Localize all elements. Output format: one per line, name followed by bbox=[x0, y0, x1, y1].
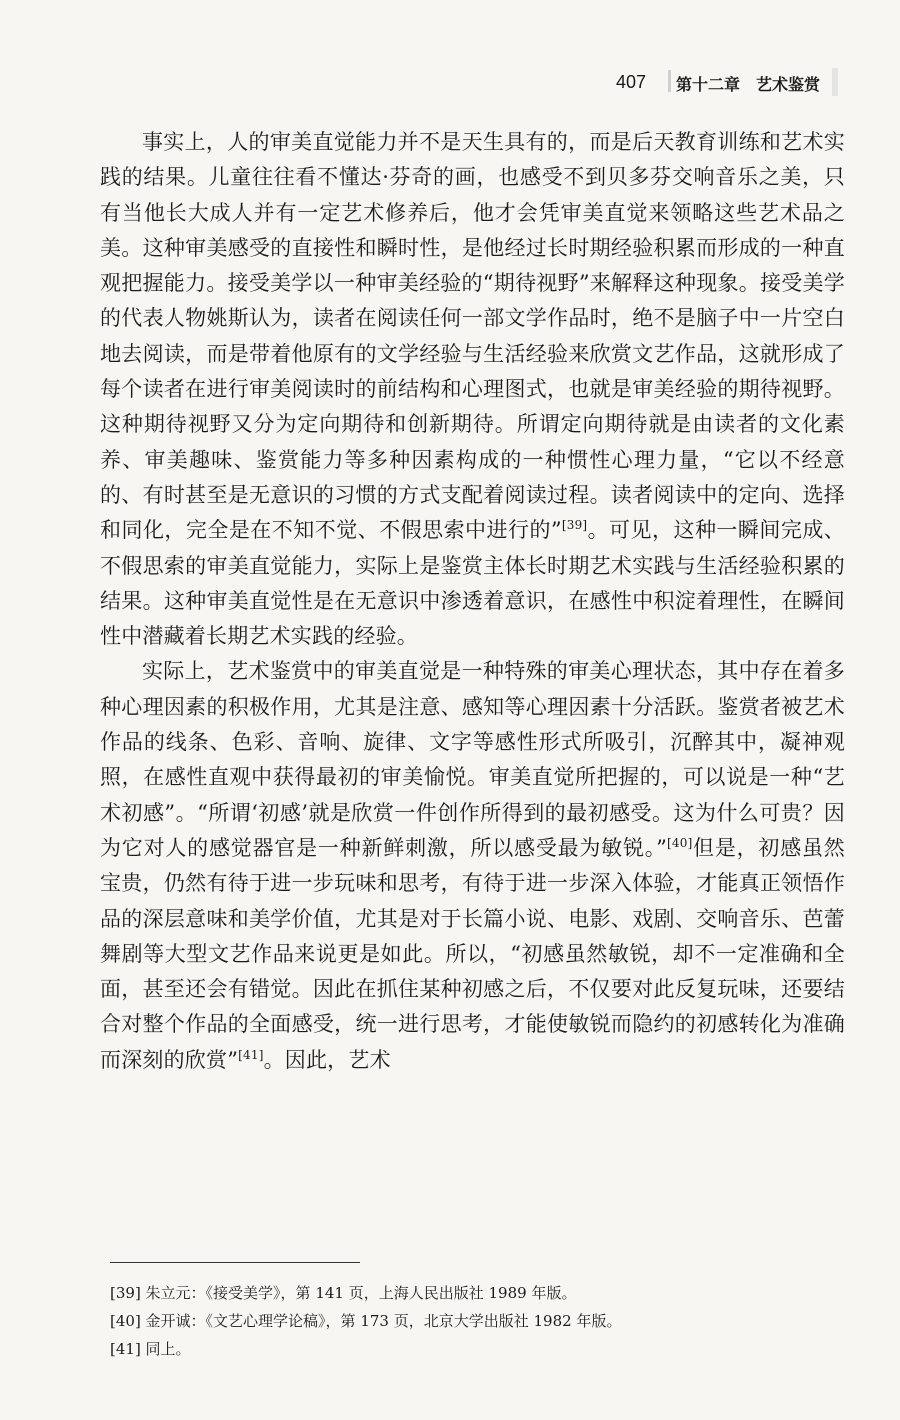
paragraph-text: 实际上，艺术鉴赏中的审美直觉是一种特殊的审美心理状态，其中存在着多种心理因素的积极作用，尤其是注意、感知等心理因素十分活跃。鉴赏者被艺术作品的线条、色彩、音响、旋律、文字等感性形式所吸引，沉醉其中，凝神观照，在感性直观中获得最初的审美愉悦。审美直觉所把握的，可以说是一种“艺术初感”。“所谓‘初感’就是欣赏一件创作所得到的最初感受。这为什么可贵？因为它对人的感觉器官是一种新鲜刺激，所以感受最为敏锐。” bbox=[100, 659, 845, 860]
footnote-ref: [41] bbox=[238, 1047, 264, 1062]
header-divider bbox=[668, 70, 671, 92]
paragraph-text: 但是，初感虽然宝贵，仍然有待于进一步玩味和思考，有待于进一步深入体验，才能真正领悟作品的深层意味和美学价值，尤其是对于长篇小说、电影、戏剧、交响音乐、芭蕾舞剧等大型文艺作品来说更是如此。所以，“初感虽然敏锐，却不一定准确和全面，甚至还会有错觉。因此在抓住某种初感之后，不仅要对此反复玩味，还要结合对整个作品的全面感受，统一进行思考，才能使敏锐而隐约的初感转化为准确而深刻的欣赏” bbox=[100, 835, 845, 1072]
paragraph bbox=[100, 125, 845, 654]
header-edge-mark bbox=[832, 68, 838, 96]
paragraph-text: 。因此，艺术 bbox=[263, 1047, 391, 1072]
footnote-ref: [40] bbox=[667, 835, 693, 850]
paragraph bbox=[100, 654, 845, 1078]
footnote-separator bbox=[110, 1262, 360, 1263]
chapter-title: 第十二章 艺术鉴赏 bbox=[676, 75, 821, 94]
footnotes bbox=[110, 1279, 830, 1363]
footnote: [39] 朱立元：《接受美学》，第 141 页，上海人民出版社 1989 年版。 bbox=[110, 1284, 577, 1302]
footnote: [41] 同上。 bbox=[110, 1340, 191, 1358]
running-header bbox=[560, 68, 860, 100]
paragraph-text: 。可见，这种一瞬间完成、不假思索的审美直觉能力，实际上是鉴赏主体长时期艺术实践与生活经验积累的结果。这种审美直觉性是在无意识中渗透着意识，在感性中积淀着理性，在瞬间性中潜藏着长期艺术实践的经验。 bbox=[100, 518, 845, 649]
footnote: [40] 金开诚：《文艺心理学论稿》，第 173 页，北京大学出版社 1982 年版。 bbox=[110, 1312, 622, 1330]
paragraph-text: 事实上，人的审美直觉能力并不是天生具有的，而是后天教育训练和艺术实践的结果。儿童往往看不懂达·芬奇的画，也感受不到贝多芬交响音乐之美，只有当他长大成人并有一定艺术修养后，他才会凭审美直觉来领略这些艺术品之美。这种审美感受的直接性和瞬时性，是他经过长时期经验积累而形成的一种直观把握能力。接受美学以一种审美经验的“期待视野”来解释这种现象。接受美学的代表人物姚斯认为，读者在阅读任何一部文学作品时，绝不是脑子中一片空白地去阅读，而是带着他原有的文学经验与生活经验来欣赏文艺作品，这就形成了每个读者在进行审美阅读时的前结构和心理图式，也就是审美经验的期待视野。这种期待视野又分为定向期待和创新期待。所谓定向期待就是由读者的文化素养、审美趣味、鉴赏能力等多种因素构成的一种惯性心理力量，“它以不经意的、有时甚至是无意识的习惯的方式支配着阅读过程。读者阅读中的定向、选择和同化，完全是在不知不觉、不假思索中进行的” bbox=[100, 130, 845, 543]
page-number: 407 bbox=[616, 72, 647, 92]
footnote-ref: [39] bbox=[561, 518, 588, 533]
main-text bbox=[100, 125, 845, 1078]
